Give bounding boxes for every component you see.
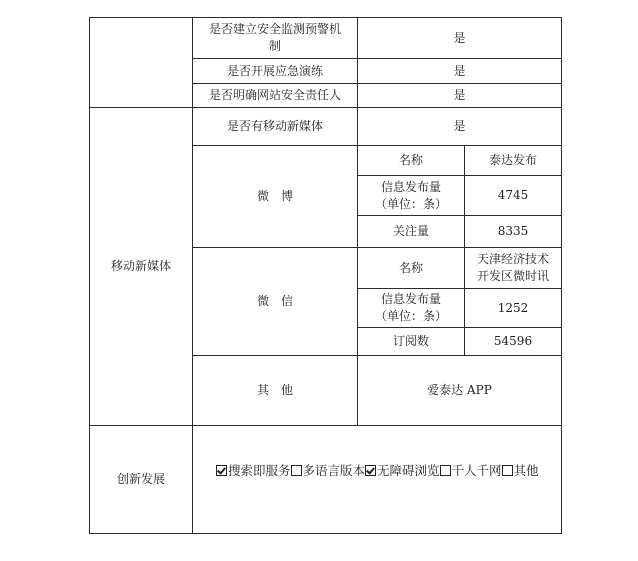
option-multilingual[interactable]: 多语言版本 xyxy=(291,461,366,479)
other-media-label: 其 他 xyxy=(256,383,293,397)
other-media-value: 爱泰达 APP xyxy=(427,383,492,397)
security-monitoring-value: 是 xyxy=(453,30,466,45)
security-monitoring-label: 是否建立安全监测预警机制 xyxy=(208,22,341,53)
checkbox-unchecked-icon[interactable] xyxy=(502,465,513,476)
weibo-label: 微 博 xyxy=(256,189,293,203)
wechat-subscribers-label: 订阅数 xyxy=(392,334,429,348)
wechat-name-value: 天津经济技术开发区微时讯 xyxy=(476,252,549,283)
security-owner-label: 是否明确网站安全责任人 xyxy=(208,88,341,102)
wechat-posts-label: 信息发布量（单位：条） xyxy=(374,292,447,323)
security-owner-value: 是 xyxy=(453,88,466,102)
wechat-subscribers-value: 54596 xyxy=(493,334,533,348)
innovation-section-label: 创新发展 xyxy=(116,472,165,486)
wechat-posts-value: 1252 xyxy=(497,300,529,315)
checkbox-unchecked-icon[interactable] xyxy=(440,465,451,476)
checkbox-checked-icon[interactable] xyxy=(365,465,376,476)
has-mobile-media-value: 是 xyxy=(453,119,466,133)
weibo-posts-label: 信息发布量（单位：条） xyxy=(374,179,447,211)
has-mobile-media-label: 是否有移动新媒体 xyxy=(226,119,323,133)
option-accessibility[interactable]: 无障碍浏览 xyxy=(365,461,440,479)
weibo-name-value: 泰达发布 xyxy=(488,153,537,167)
wechat-name-label: 名称 xyxy=(398,260,423,275)
weibo-followers-value: 8335 xyxy=(497,224,529,238)
option-search-as-service[interactable]: 搜索即服务 xyxy=(216,461,291,479)
option-personalized-web[interactable]: 千人千网 xyxy=(440,461,502,479)
weibo-posts-value: 4745 xyxy=(497,188,529,202)
checkbox-checked-icon[interactable] xyxy=(216,465,227,476)
weibo-name-label: 名称 xyxy=(398,153,423,167)
emergency-drill-label: 是否开展应急演练 xyxy=(226,63,323,78)
weibo-followers-label: 关注量 xyxy=(392,224,429,238)
mobile-media-section-label: 移动新媒体 xyxy=(110,259,171,273)
emergency-drill-value: 是 xyxy=(453,63,466,78)
innovation-options xyxy=(216,461,539,479)
checkbox-unchecked-icon[interactable] xyxy=(291,465,302,476)
wechat-label: 微 信 xyxy=(256,294,293,308)
option-other[interactable]: 其他 xyxy=(502,461,539,479)
